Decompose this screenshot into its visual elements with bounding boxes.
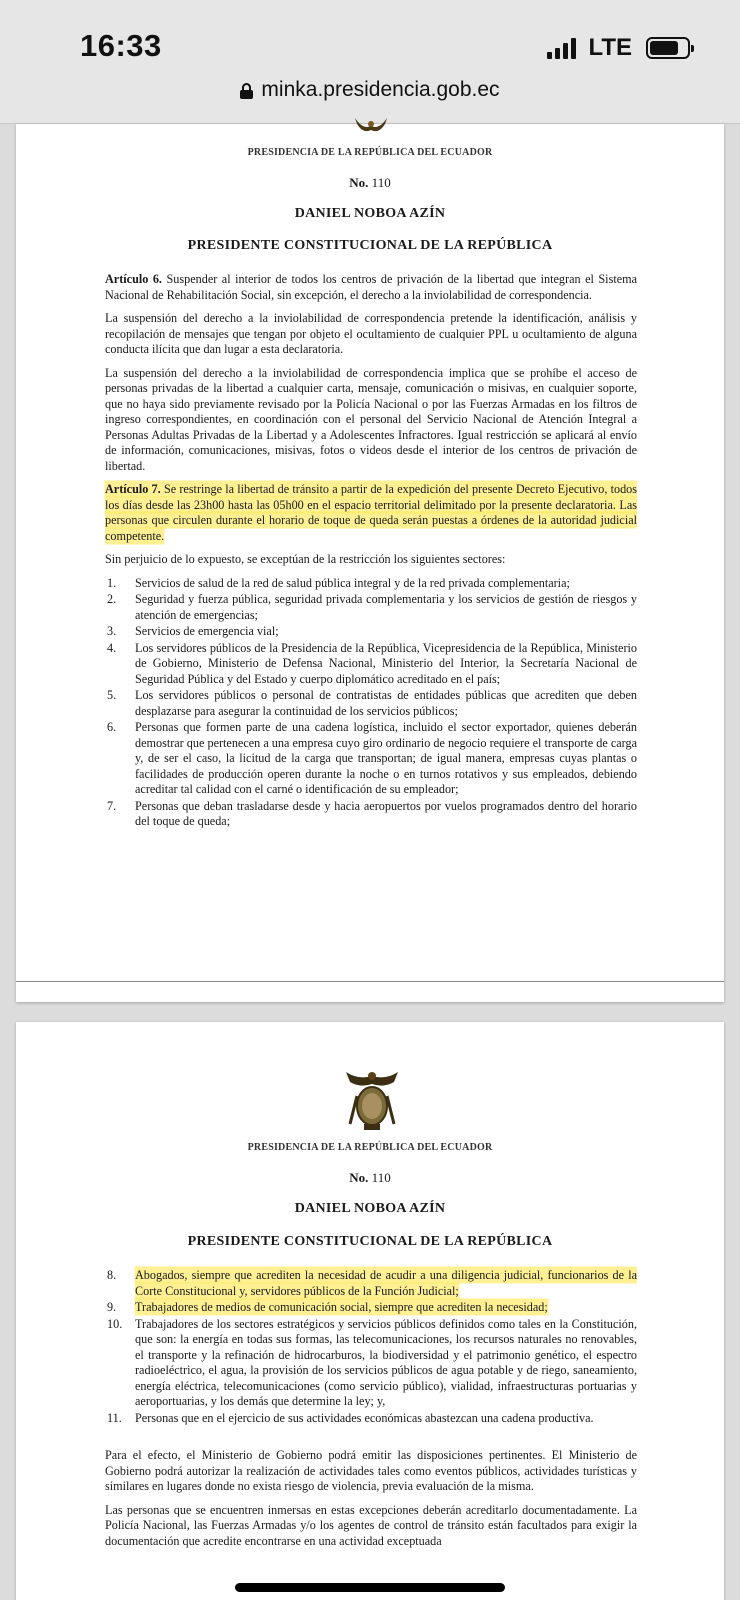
president-name: DANIEL NOBOA AZÍN [294, 206, 446, 221]
list-item: 3. Servicios de emergencia vial; [107, 624, 279, 638]
list-item: 1. Servicios de salud de la red de salud pública integral y de la red privada complementaria; [107, 575, 570, 590]
coat-of-arms-icon [351, 118, 391, 134]
article-7: Artículo 7. Se restringe la libertad de tránsito a partir de la expedición del presente Decreto Ejecutivo, todos los días desde las 23h00 hasta las 05h00 en el espacio territorial delimitado por la presente declaratoria. Las personas que circulen durante el horario de toque de queda serán puestas a órdenes de la autoridad judicial competente. [105, 482, 638, 543]
president-name: DANIEL NOBOA AZÍN [294, 1201, 446, 1216]
browser-chrome [0, 0, 740, 124]
exceptions-list [105, 576, 637, 830]
coat-of-arms-icon [344, 1066, 400, 1136]
list-item: 7. Personas que deban trasladarse desde y hacia aeropuertos por vuelos programados dentro del horario del toque de queda; [107, 798, 637, 828]
president-title: PRESIDENTE CONSTITUCIONAL DE LA REPÚBLICA [187, 1234, 553, 1249]
article-6: Artículo 6. Suspender al interior de todos los centros de privación de la libertad que integran el Sistema Nacional de Rehabilitación Social, sin excepción, el derecho a la inviolabilidad de correspondencia. [105, 272, 637, 302]
lock-icon [240, 83, 253, 99]
battery-icon [646, 37, 690, 59]
paragraph: Para el efecto, el Ministerio de Gobierno podrá emitir las disposiciones pertinentes. El Ministerio de Gobierno podrá autorizar la realización de actividades tales como eventos públicos, actividades turísticas y similares en lugares donde no exista riesgo de violencia, previa evaluación de la misma. [105, 1448, 637, 1493]
paragraph: La suspensión del derecho a la inviolabilidad de correspondencia implica que se prohíbe el acceso de personas privadas de la libertad a cualquier carta, mensaje, comunicación o misivas, en cualquier soporte, que no haya sido previamente revisado por la Policía Nacional o por las Fuerzas Armadas en los filtros de ingreso correspondientes, en coordinación con el personal del Servicio Nacional de Atención Integral a Personas Adultas Privadas de la Libertad y a Adolescentes Infractores. Igual restricción se aplicará al envío de información, comunicaciones, misivas, fotos o videos desde el interior de los centros de privación de libertad. [105, 365, 637, 473]
list-item: 2. Seguridad y fuerza pública, seguridad privada complementaria y los servicios de gestión de riesgos y atención de emergencias; [107, 592, 637, 622]
status-time: 16:33 [80, 28, 162, 63]
decree-number: No. 110 [349, 175, 391, 190]
list-item: 10. Trabajadores de los sectores estratégicos y servicios públicos definidos como tales en la Constitución, que son: la energía en todas sus formas, las telecomunicaciones, los recursos naturales no renovables, el transporte y la refinación de hidrocarburos, la biodiversidad y el patrimonio genético, el espectro radioeléctrico, el agua, la provisión de los servicios públicos de agua potable y de riego, saneamiento, energía eléctrica, telecomunicaciones (como servicio público), vialidad, infraestructuras portuarias y aeroportuarias, y los demás que determine la ley; y, [107, 1316, 637, 1408]
exceptions-list-continued [105, 1268, 637, 1426]
list-item: 5. Los servidores públicos o personal de contratistas de entidades públicas que acrediten que deben desplazarse para asegurar la continuidad de los servicios públicos; [107, 688, 637, 718]
president-title: PRESIDENTE CONSTITUCIONAL DE LA REPÚBLICA [187, 238, 553, 253]
address-bar[interactable] [0, 78, 740, 102]
exceptions-intro: Sin perjuicio de lo expuesto, se exceptúan de la restricción los siguientes sectores: [105, 552, 506, 566]
page1-body [105, 272, 637, 831]
signal-icon [547, 37, 576, 59]
page-divider [16, 981, 724, 982]
list-item: 9. Trabajadores de medios de comunicación social, siempre que acrediten la necesidad; [107, 1300, 548, 1314]
paragraph: Las personas que se encuentren inmersas en estas excepciones deberán acreditarlo documentadamente. La Policía Nacional, las Fuerzas Armadas y/o los agentes de control de tránsito están facultados para exigir la documentación que acredite encontrarse en una actividad exceptuada [105, 1502, 637, 1548]
list-item: 6. Personas que formen parte de una cadena logística, incluido el sector exportador, quienes deberán demostrar que pertenecen a una empresa cuyo giro ordinario de negocio requiere el transporte de carga y, de ser el caso, la licitud de la carga que transportan; de igual manera, empresas cuyas plantas o facilidades de producción operen durante la noche o en turnos rotativos y sus empleados, debiendo acreditar tal calidad con el carné o identificación de su empleador; [107, 720, 637, 796]
status-indicators [547, 34, 690, 62]
document-page-2 [16, 1022, 724, 1600]
institution-header: PRESIDENCIA DE LA REPÚBLICA DEL ECUADOR [247, 147, 493, 158]
page2-body [105, 1268, 637, 1557]
document-page-1 [16, 124, 724, 1002]
list-item: 11. Personas que en el ejercicio de sus actividades económicas abastezcan una cadena productiva. [107, 1410, 594, 1425]
home-indicator[interactable] [235, 1583, 505, 1592]
network-label: LTE [588, 34, 632, 61]
list-item: 4. Los servidores públicos de la Presidencia de la República, Vicepresidencia de la República, Ministerio de Gobierno, Ministerio de Defensa Nacional, Ministerio del Interior, la Secretaría Nacional de Seguridad Pública y del Estado y cuerpo diplomático acreditado en el país; [107, 640, 637, 686]
list-item: 8. Abogados, siempre que acrediten la necesidad de acudir a una diligencia judicial, funcionarios de la Corte Constitucional y, servidores públicos de la Función Judicial; [107, 1268, 637, 1298]
decree-number: No. 110 [349, 1170, 391, 1185]
url-text: minka.presidencia.gob.ec [261, 78, 500, 101]
paragraph: La suspensión del derecho a la inviolabilidad de correspondencia pretende la identificación, análisis y recopilación de mensajes que tengan por objeto el ocultamiento de cualquier PPL u ocultamiento de alguna conducta ilícita que dan lugar a esta declaratoria. [105, 311, 637, 356]
institution-header: PRESIDENCIA DE LA REPÚBLICA DEL ECUADOR [247, 1142, 493, 1153]
